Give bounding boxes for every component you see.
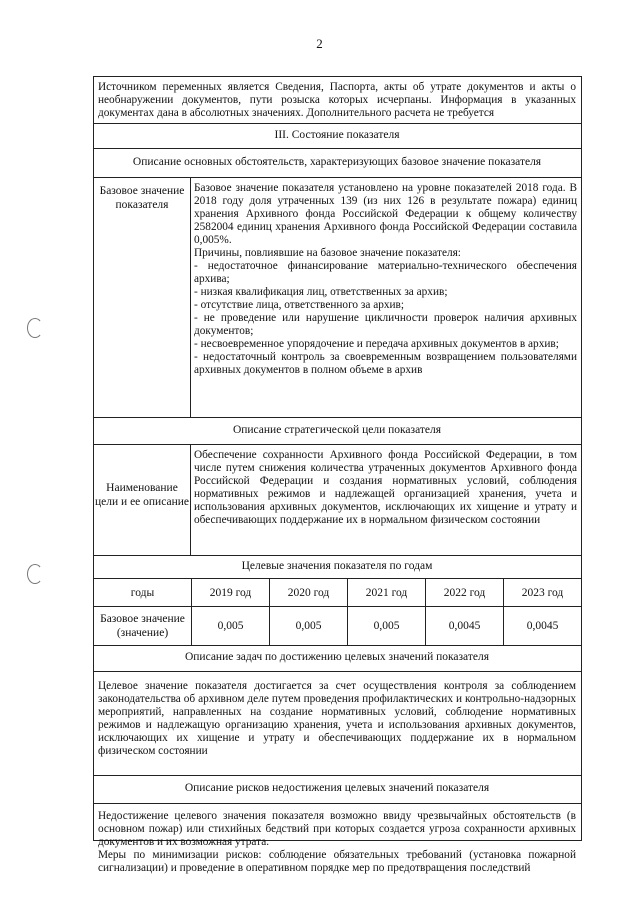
list-item: - не проведение или нарушение цикличности проверок наличия архивных документов; [194,312,577,337]
goal-header: Описание стратегической цели показателя [232,424,442,436]
punch-hole-mark [27,318,43,338]
value-label: Базовое значение (значение) [94,607,192,645]
tasks-header: Описание задач по достижению целевых значений показателя [184,651,490,663]
targets-header-row [94,556,581,579]
value-cell: 0,005 [348,607,426,645]
list-item: - отсутствие лица, ответственного за архив; [194,299,405,311]
goal-label: Наименование цели и ее описание [94,445,191,555]
targets-header: Целевые значения показателя по годам [241,560,433,572]
year-cell: 2023 год [521,586,564,599]
list-item: - низкая квалификация лиц, ответственных за архив; [194,286,448,298]
year-cell: 2019 год [192,579,270,606]
years-label: годы [94,579,192,606]
list-item: - недостаточный контроль за своевременным возвращением пользователями архивных документов в полном объеме в архив [194,351,577,376]
tasks-header-row [94,646,581,672]
baseline-content [194,182,577,377]
intro-row [94,77,581,124]
reasons-list [194,260,577,377]
goal-text: Обеспечение сохранности Архивного фонда Российской Федерации, в том числе путем снижения количества утраченных документов Архивного фонда Российской Федерации и создания нормативных условий, соблюдения нормативных режимов и надлежащей организацией хранения, учета и использования архивных документов, исключающих их хищение и утрату и обеспечивающих поддержание их в нормальном физическом состоянии [194,449,577,526]
list-item: - несвоевременное упорядочение и передача архивных документов в архив; [194,338,559,350]
years-row [94,579,581,607]
risks-header: Описание рисков недостижения целевых значений показателя [184,782,490,794]
year-cell: 2022 год [426,579,504,606]
list-item: - недостаточное финансирование материально-технического обеспечения архива; [194,260,577,285]
punch-hole-mark [27,564,43,584]
section-title: III. Состояние показателя [274,129,400,141]
risks-paragraph: Меры по минимизации рисков: соблюдение обязательных требований (установка пожарной сигнализации) и проведение в оперативном порядке мер по предотвращения последствий [98,849,576,874]
baseline-label: Базовое значение показателя [94,178,191,417]
years-grid [94,579,581,606]
value-cell: 0,0045 [526,620,559,632]
baseline-header-row [94,149,581,178]
tasks-row [94,672,581,776]
values-row [94,607,581,646]
tasks-text: Целевое значение показателя достигается за счет осуществления контроля за соблюдением законодательства об архивном деле путем проведения профилактических и контрольно-надзорных мероприятий, направленных на создание нормативных условий, соблюдение нормативных режимов и надлежащую организацию хранения, учета и использования архивных документов, исключающих их хищение и утрату и обеспечивающих поддержание их в нормальном физическом состоянии [98,680,576,757]
baseline-header: Описание основных обстоятельств, характеризующих базовое значение показателя [132,156,542,168]
year-cell: 2021 год [348,579,426,606]
goal-row [94,445,581,556]
risks-text [98,810,576,875]
year-cell: 2020 год [270,579,348,606]
baseline-row [94,178,581,418]
values-grid [94,607,581,645]
value-cell: 0,005 [192,607,270,645]
risks-header-row [94,776,581,804]
risks-paragraph: Недостижение целевого значения показателя возможно ввиду чрезвычайных обстоятельств (в основном пожар) или стихийных бедствий при которых создается угроза сохранности архивных документов и их возможная утрата. [98,810,576,848]
value-cell: 0,0045 [426,607,504,645]
intro-text: Источником переменных является Сведения, Паспорта, акты об утрате документов и акты о необнаружении документов, пути розыска которых исчерпаны. Информация в указанных документах дана в абсолютных значениях. Дополнительного расчета не требуется [98,81,576,119]
reasons-title: Причины, повлиявшие на базовое значение показателя: [194,247,461,259]
indicator-table [93,76,582,874]
goal-header-row [94,418,581,445]
baseline-text: Базовое значение показателя установлено на уровне показателей 2018 года. В 2018 году доля утраченных 139 (из них 126 в результате пожара) единиц хранения Архивного фонда Российской Федерации к общему количеству 2582004 единиц хранения Архивного фонда Российской Федерации составила 0,005%. [194,182,577,246]
page-number: 2 [316,36,323,51]
section-title-row [94,124,581,149]
value-cell: 0,005 [270,607,348,645]
